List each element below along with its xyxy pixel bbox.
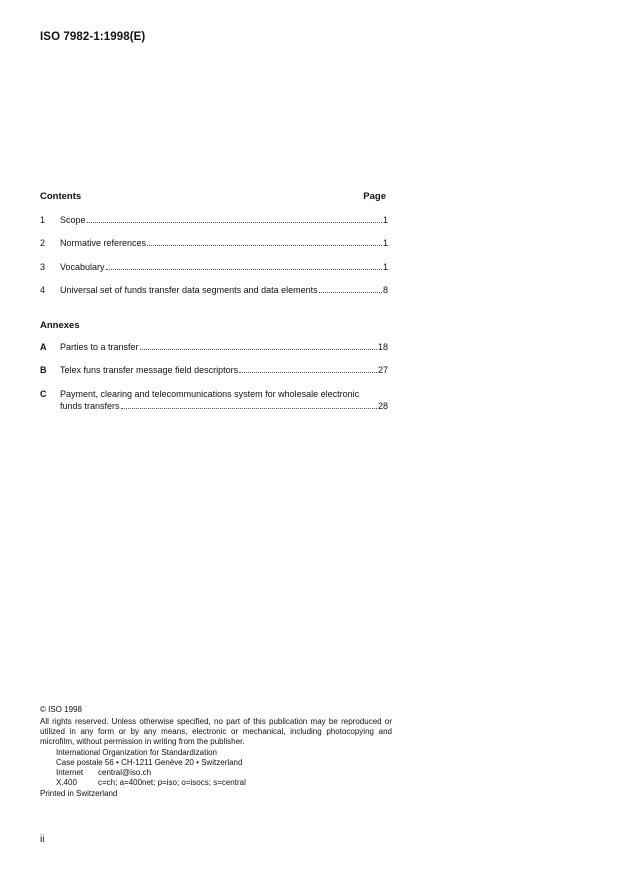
contents-heading-row [40, 191, 386, 205]
annex-page: 28 [377, 401, 388, 411]
document-header: ISO 7982-1:1998(E) [40, 31, 146, 43]
toc-entry-title: Vocabulary [60, 262, 105, 272]
toc-entry-page: 8 [382, 285, 388, 295]
toc-entry-title: Normative references [60, 238, 147, 248]
toc-entry-page: 1 [382, 262, 388, 272]
annexes-heading: Annexes [40, 320, 80, 331]
dot-leader [239, 372, 377, 373]
toc-entry[interactable] [40, 214, 388, 226]
toc-entry-page: 1 [382, 215, 388, 225]
annex-title: Parties to a transfer [60, 342, 139, 352]
toc-entry[interactable] [40, 261, 388, 273]
dot-leader [121, 408, 377, 409]
copyright-block [40, 705, 392, 799]
toc-entry-number: 2 [40, 238, 46, 248]
toc-entry-title: Universal set of funds transfer data segments and data elements [60, 285, 318, 295]
dot-leader [87, 222, 382, 223]
x400-address: c=ch; a=400net; p=iso; o=isocs; s=central [98, 778, 246, 787]
internet-label: Internet [56, 768, 84, 777]
toc-entry-number: 3 [40, 262, 46, 272]
copyright-line: © ISO 1998 [40, 705, 82, 714]
annex-page: 27 [377, 365, 388, 375]
annex-title-line-2: funds transfers [60, 401, 120, 411]
x400-label: X.400 [56, 778, 77, 787]
annex-entry[interactable] [40, 364, 388, 376]
annex-title-line-2-row [60, 400, 388, 412]
page-column-label: Page [363, 191, 386, 202]
dot-leader [140, 349, 377, 350]
toc-entry[interactable] [40, 237, 388, 249]
toc-entry[interactable] [40, 284, 388, 296]
dot-leader [147, 245, 382, 246]
toc-entry-number: 4 [40, 285, 46, 295]
toc-entry-page: 1 [382, 238, 388, 248]
organization-name: International Organization for Standardization [56, 748, 217, 757]
internet-address: central@iso.ch [98, 768, 152, 777]
page-number: ii [40, 834, 45, 845]
dot-leader [319, 292, 382, 293]
annex-letter: A [40, 342, 47, 352]
dot-leader [106, 269, 382, 270]
x400-line [56, 778, 392, 788]
postal-address: Case postale 56 • CH-1211 Genève 20 • Switzerland [56, 758, 243, 767]
rights-statement: All rights reserved. Unless otherwise specified, no part of this publication may be reproduced or utilized in any form or by any means, electronic or mechanical, including photocopying and microfilm, without permission in writing from the publisher. [40, 717, 392, 746]
internet-line [56, 768, 392, 778]
annex-entry[interactable] [40, 341, 388, 353]
toc-entry-title: Scope [60, 215, 86, 225]
annex-title: Telex funs transfer message field descriptors [60, 365, 239, 375]
annex-entry[interactable] [40, 388, 388, 412]
annex-letter: C [40, 389, 47, 399]
printed-in: Printed in Switzerland [40, 789, 118, 798]
annex-title-line-1: Payment, clearing and telecommunications system for wholesale electronic [60, 389, 360, 399]
annex-letter: B [40, 365, 47, 375]
annex-page: 18 [377, 342, 388, 352]
toc-entry-number: 1 [40, 215, 46, 225]
contents-title: Contents [40, 191, 82, 202]
